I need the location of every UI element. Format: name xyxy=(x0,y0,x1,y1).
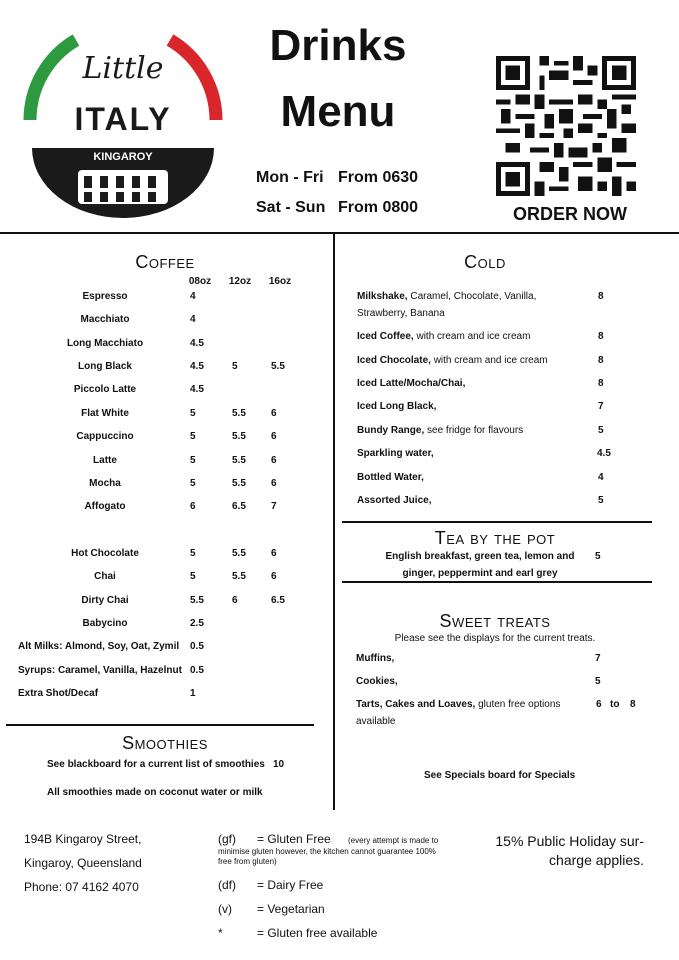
smoothies-divider xyxy=(6,724,314,726)
tea-divider-bottom xyxy=(342,581,652,583)
coffee-price-8oz: 5.5 xyxy=(190,595,204,606)
gf-label: = Gluten Free xyxy=(257,832,331,846)
tea-line2: ginger, peppermint and earl grey xyxy=(402,568,558,579)
coffee-price-8oz: 5 xyxy=(190,571,196,582)
coffee-price-16oz: 6 xyxy=(271,571,277,582)
cold-item-price: 4.5 xyxy=(597,448,611,459)
size-header: 08oz xyxy=(188,276,212,287)
coffee-price-16oz: 6 xyxy=(271,408,277,419)
address-line1: 194B Kingaroy Street, xyxy=(24,832,142,846)
cold-item-name: Iced Chocolate, xyxy=(357,355,431,366)
smoothies-price: 10 xyxy=(273,759,285,770)
tarts-desc: gluten free options xyxy=(478,699,561,710)
coffee-item-name: Babycino xyxy=(82,618,128,629)
logo-script-text: Little xyxy=(82,51,164,86)
cold-item xyxy=(357,331,530,342)
coffee-item-name: Mocha xyxy=(89,478,121,489)
coffee-price-8oz: 1 xyxy=(190,688,196,699)
hours-days: Mon - Fri xyxy=(256,169,324,186)
coffee-item-name: Extra Shot/Decaf xyxy=(18,688,99,699)
cold-item-name: Sparkling water, xyxy=(357,448,434,459)
coffee-price-8oz: 5 xyxy=(190,408,196,419)
tea-heading: Tea by the pot xyxy=(434,528,556,548)
coffee-price-12oz: 5.5 xyxy=(232,571,246,582)
gf-note-1: (every attempt is made to xyxy=(348,836,439,845)
cold-item-desc: with cream and ice cream xyxy=(416,331,531,342)
order-now-label[interactable]: ORDER NOW xyxy=(513,204,627,224)
sweet-note: Please see the displays for the current treats. xyxy=(394,633,596,644)
coffee-item-name: Hot Chocolate xyxy=(71,548,139,559)
page-title-line2: Menu xyxy=(280,87,396,136)
coffee-price-8oz: 4.5 xyxy=(190,338,204,349)
tarts-name: Tarts, Cakes and Loaves, xyxy=(356,699,476,710)
v-label: = Vegetarian xyxy=(257,902,325,916)
cold-item-price: 7 xyxy=(598,401,604,412)
coffee-price-8oz: 4 xyxy=(190,291,196,302)
sweet-item-tarts xyxy=(356,699,560,710)
coffee-item-name: Cappuccino xyxy=(76,431,134,442)
size-header: 16oz xyxy=(268,276,292,287)
sweet-item-price: 7 xyxy=(595,653,601,664)
specials-text: See Specials board for Specials xyxy=(424,770,576,781)
coffee-price-8oz: 0.5 xyxy=(190,665,204,676)
gf-note-2: minimise gluten however, the kitchen cannot guarantee 100% xyxy=(218,847,436,856)
cold-item xyxy=(357,291,536,302)
coffee-item-name: Dirty Chai xyxy=(81,595,129,606)
cold-item xyxy=(357,425,523,436)
sweet-item-name: Cookies, xyxy=(356,676,398,687)
holiday-line2: charge applies. xyxy=(549,852,644,868)
coffee-price-12oz: 5 xyxy=(232,361,238,372)
tarts-price-high: 8 xyxy=(630,699,636,710)
cold-heading: Cold xyxy=(464,252,506,272)
coffee-price-12oz: 5.5 xyxy=(232,478,246,489)
coffee-item-name: Syrups: Caramel, Vanilla, Hazelnut xyxy=(18,665,182,676)
column-divider xyxy=(333,234,335,810)
coffee-price-16oz: 6 xyxy=(271,455,277,466)
star-label: = Gluten free available xyxy=(257,926,378,940)
cold-item xyxy=(357,378,465,389)
cold-item xyxy=(357,355,548,366)
cold-item-price: 4 xyxy=(598,472,604,483)
cold-item xyxy=(357,472,424,483)
cold-item-name: Bottled Water, xyxy=(357,472,424,483)
coffee-price-8oz: 4.5 xyxy=(190,361,204,372)
cold-item xyxy=(357,495,431,506)
coffee-item-name: Macchiato xyxy=(80,314,130,325)
cold-item-price: 8 xyxy=(598,355,604,366)
coffee-price-16oz: 6 xyxy=(271,478,277,489)
cold-item xyxy=(357,401,436,412)
coffee-price-16oz: 6.5 xyxy=(271,595,285,606)
cold-item-name: Bundy Range, xyxy=(357,425,425,436)
coffee-item-name: Affogato xyxy=(84,501,126,512)
coffee-price-12oz: 5.5 xyxy=(232,455,246,466)
tarts-price-low: 6 xyxy=(596,699,602,710)
tarts-desc2: available xyxy=(356,716,396,727)
cold-item-desc: with cream and ice cream xyxy=(433,355,548,366)
coffee-price-8oz: 5 xyxy=(190,431,196,442)
holiday-line1: 15% Public Holiday sur- xyxy=(495,833,644,849)
coffee-price-8oz: 6 xyxy=(190,501,196,512)
cold-item-price: 5 xyxy=(598,425,604,436)
coffee-item-name: Latte xyxy=(93,455,117,466)
coffee-item-name: Flat White xyxy=(81,408,129,419)
qr-code-icon[interactable] xyxy=(496,56,636,196)
coffee-price-16oz: 7 xyxy=(271,501,277,512)
coffee-price-8oz: 5 xyxy=(190,455,196,466)
phone-number: Phone: 07 4162 4070 xyxy=(24,880,139,894)
hours-weekday xyxy=(256,169,418,187)
coffee-price-12oz: 5.5 xyxy=(232,408,246,419)
coffee-price-12oz: 5.5 xyxy=(232,431,246,442)
logo-main-text: ITALY xyxy=(74,101,172,137)
df-code: (df) xyxy=(218,878,236,892)
hours-weekend xyxy=(256,199,418,217)
coffee-price-8oz: 4.5 xyxy=(190,384,204,395)
hours-time: From 0800 xyxy=(338,199,419,216)
size-header: 12oz xyxy=(228,276,252,287)
cold-item-price: 8 xyxy=(598,331,604,342)
sweet-item-price: 5 xyxy=(595,676,601,687)
tea-price: 5 xyxy=(595,551,601,562)
coffee-price-8oz: 2.5 xyxy=(190,618,204,629)
coffee-item-name: Long Black xyxy=(78,361,132,372)
coffee-price-12oz: 5.5 xyxy=(232,548,246,559)
cold-item xyxy=(357,448,434,459)
gf-note-3: free from gluten) xyxy=(218,857,277,866)
little-italy-logo xyxy=(18,20,228,220)
df-label: = Dairy Free xyxy=(257,878,324,892)
gf-code: (gf) xyxy=(218,832,236,846)
page-title-line1: Drinks xyxy=(269,21,407,70)
coffee-item-name: Alt Milks: Almond, Soy, Oat, Zymil xyxy=(18,641,180,652)
logo-sub-text: KINGAROY xyxy=(93,151,153,163)
hours-days: Sat - Sun xyxy=(256,199,326,216)
coffee-item-name: Chai xyxy=(94,571,116,582)
coffee-item-name: Long Macchiato xyxy=(66,338,144,349)
smoothies-blackboard-text: See blackboard for a current list of smoothies xyxy=(47,759,265,770)
coffee-price-8oz: 5 xyxy=(190,478,196,489)
coffee-price-8oz: 0.5 xyxy=(190,641,204,652)
hours-time: From 0630 xyxy=(338,169,419,186)
cold-item-name: Assorted Juice, xyxy=(357,495,432,506)
header-divider xyxy=(0,232,679,234)
v-code: (v) xyxy=(218,902,232,916)
coffee-item-name: Piccolo Latte xyxy=(73,384,137,395)
tea-divider-top xyxy=(342,521,652,523)
coffee-price-12oz: 6.5 xyxy=(232,501,246,512)
sweet-heading: Sweet treats xyxy=(439,611,551,631)
coffee-price-8oz: 5 xyxy=(190,548,196,559)
cold-item-price: 8 xyxy=(598,378,604,389)
cold-item-name: Iced Latte/Mocha/Chai, xyxy=(357,378,466,389)
coffee-price-8oz: 4 xyxy=(190,314,196,325)
cold-item-name: Iced Long Black, xyxy=(357,401,437,412)
coffee-price-12oz: 6 xyxy=(232,595,238,606)
cold-item-desc2: Strawberry, Banana xyxy=(357,308,445,319)
address-line2: Kingaroy, Queensland xyxy=(24,856,142,870)
cold-item-desc: Caramel, Chocolate, Vanilla, xyxy=(410,291,537,302)
cold-item-price: 8 xyxy=(598,291,604,302)
tarts-to: to xyxy=(610,699,620,710)
cold-item-price: 5 xyxy=(598,495,604,506)
cold-item-name: Iced Coffee, xyxy=(357,331,414,342)
sweet-item-name: Muffins, xyxy=(356,653,395,664)
cold-item-name: Milkshake, xyxy=(357,291,408,302)
coffee-price-16oz: 6 xyxy=(271,548,277,559)
coffee-price-16oz: 6 xyxy=(271,431,277,442)
coffee-heading: Coffee xyxy=(135,252,195,272)
coffee-price-16oz: 5.5 xyxy=(271,361,285,372)
coffee-item-name: Espresso xyxy=(82,291,128,302)
cold-item-desc: see fridge for flavours xyxy=(427,425,524,436)
smoothies-heading: Smoothies xyxy=(122,733,208,753)
tea-line1: English breakfast, green tea, lemon and xyxy=(385,551,575,562)
smoothies-base-text: All smoothies made on coconut water or milk xyxy=(47,787,263,798)
star-code: * xyxy=(218,926,223,940)
